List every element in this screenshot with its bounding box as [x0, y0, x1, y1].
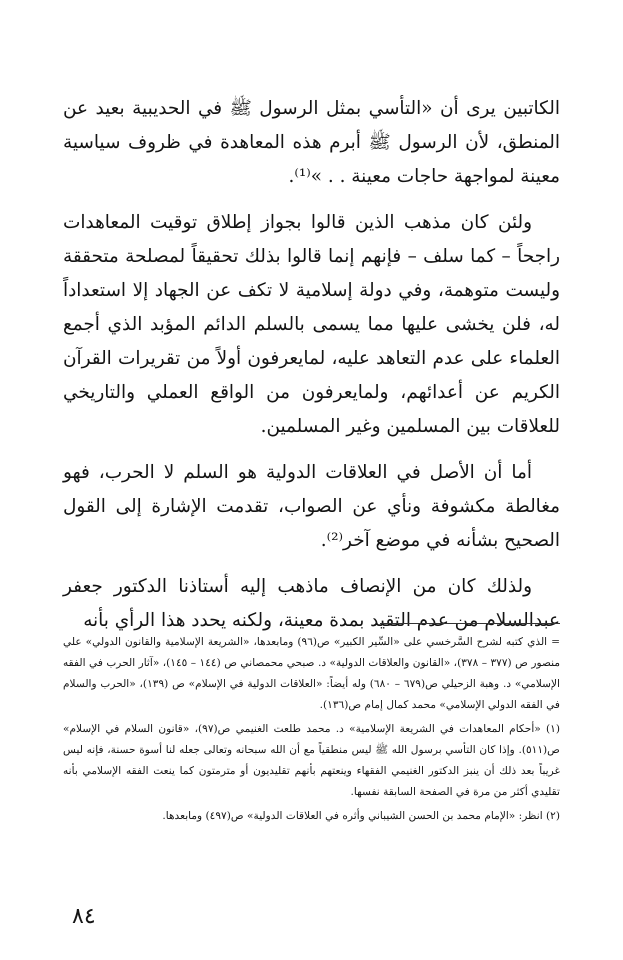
- footnote-separator: [380, 623, 560, 624]
- paragraph-1: الكاتبين يرى أن «التأسي بمثل الرسول ﷺ في الحديبية بعيد عن المنطق، لأن الرسول ﷺ أبرم هذه المعاهدة في ظروف سياسية معينة لمواجهة حاجات معينة . . »⁽¹⁾.: [63, 98, 560, 187]
- footnote-continuation: = الذي كتبه لشرح السَّرخسي على «السِّير الكبير» ص(٩٦) ومابعدها، «الشريعة الإسلامية والقانون الدولي» علي منصور ص (٣٧٧ – ٣٧٨)، «القانون والعلاقات الدولية» د. صبحي محمصاني ص (١٤٤ – ١٤٥)، «آثار الحرب في الفقه الإسلامي» د. وهبة الزحيلي ص(٦٧٩ – ٦٨٠) وله أيضاً: «العلاقات الدولية في الإسلام» ص (١٣٩)، «الحرب والسلام في الفقه الدولي الإسلامي» محمد كمال إمام ص(١٣٦).: [63, 636, 560, 711]
- paragraph-4: ولذلك كان من الإنصاف ماذهب إليه أستاذنا الدكتور جعفر عبدالسلام من عدم التقيد بمدة معينة، ولكنه يحدد هذا الرأي بأنه: [63, 576, 560, 631]
- footnote-1: (١) «أحكام المعاهدات في الشريعة الإسلامية» د. محمد طلعت الغنيمي ص(٩٧)، «قانون السلام في الإسلام» ص(٥١١). وإذا كان التأسي برسول الله ﷺ ليس منطقياً مع أن الله سبحانه وتعالى جعله لنا أسوة حسنة، فإنه ليس غريباً بعد ذلك أن ينبز الدكتور الغنيمي الفقهاء وينعتهم بأنهم تقليديون أو مترمتون كما ينعت الفقه الإسلامي بأنه تقليدي أكثر من مرة في الصفحة السابقة نفسها.: [63, 723, 560, 798]
- paragraph-3: أما أن الأصل في العلاقات الدولية هو السلم لا الحرب، فهو مغالطة مكشوفة ونأي عن الصواب، تقدمت الإشارة إلى القول الصحيح بشأنه في موضع آخر⁽²⁾.: [63, 462, 560, 551]
- footnote-2: (٢) انظر: «الإمام محمد بن الحسن الشيباني وأثره في العلاقات الدولية» ص(٤٩٧) ومابعدها.: [162, 810, 560, 822]
- main-text: [63, 92, 560, 650]
- footnotes: [63, 632, 560, 830]
- page-number: ٨٤: [72, 904, 96, 929]
- paragraph-2: ولئن كان مذهب الذين قالوا بجواز إطلاق توقيت المعاهدات راجحاً – كما سلف – فإنهم إنما قالوا بذلك تحقيقاً لمصلحة متحققة وليست متوهمة، وفي دولة إسلامية لا تكف عن الجهاد إلا استعداداً له، فلن يخشى عليها مما يسمى بالسلم الدائم المؤبد الذي أجمع العلماء على عدم التعاهد عليه، لمايعرفون أولاً من تقريرات القرآن الكريم عن أعدائهم، ولمايعرفون من الواقع العملي والتاريخي للعلاقات بين المسلمين وغير المسلمين.: [63, 212, 560, 437]
